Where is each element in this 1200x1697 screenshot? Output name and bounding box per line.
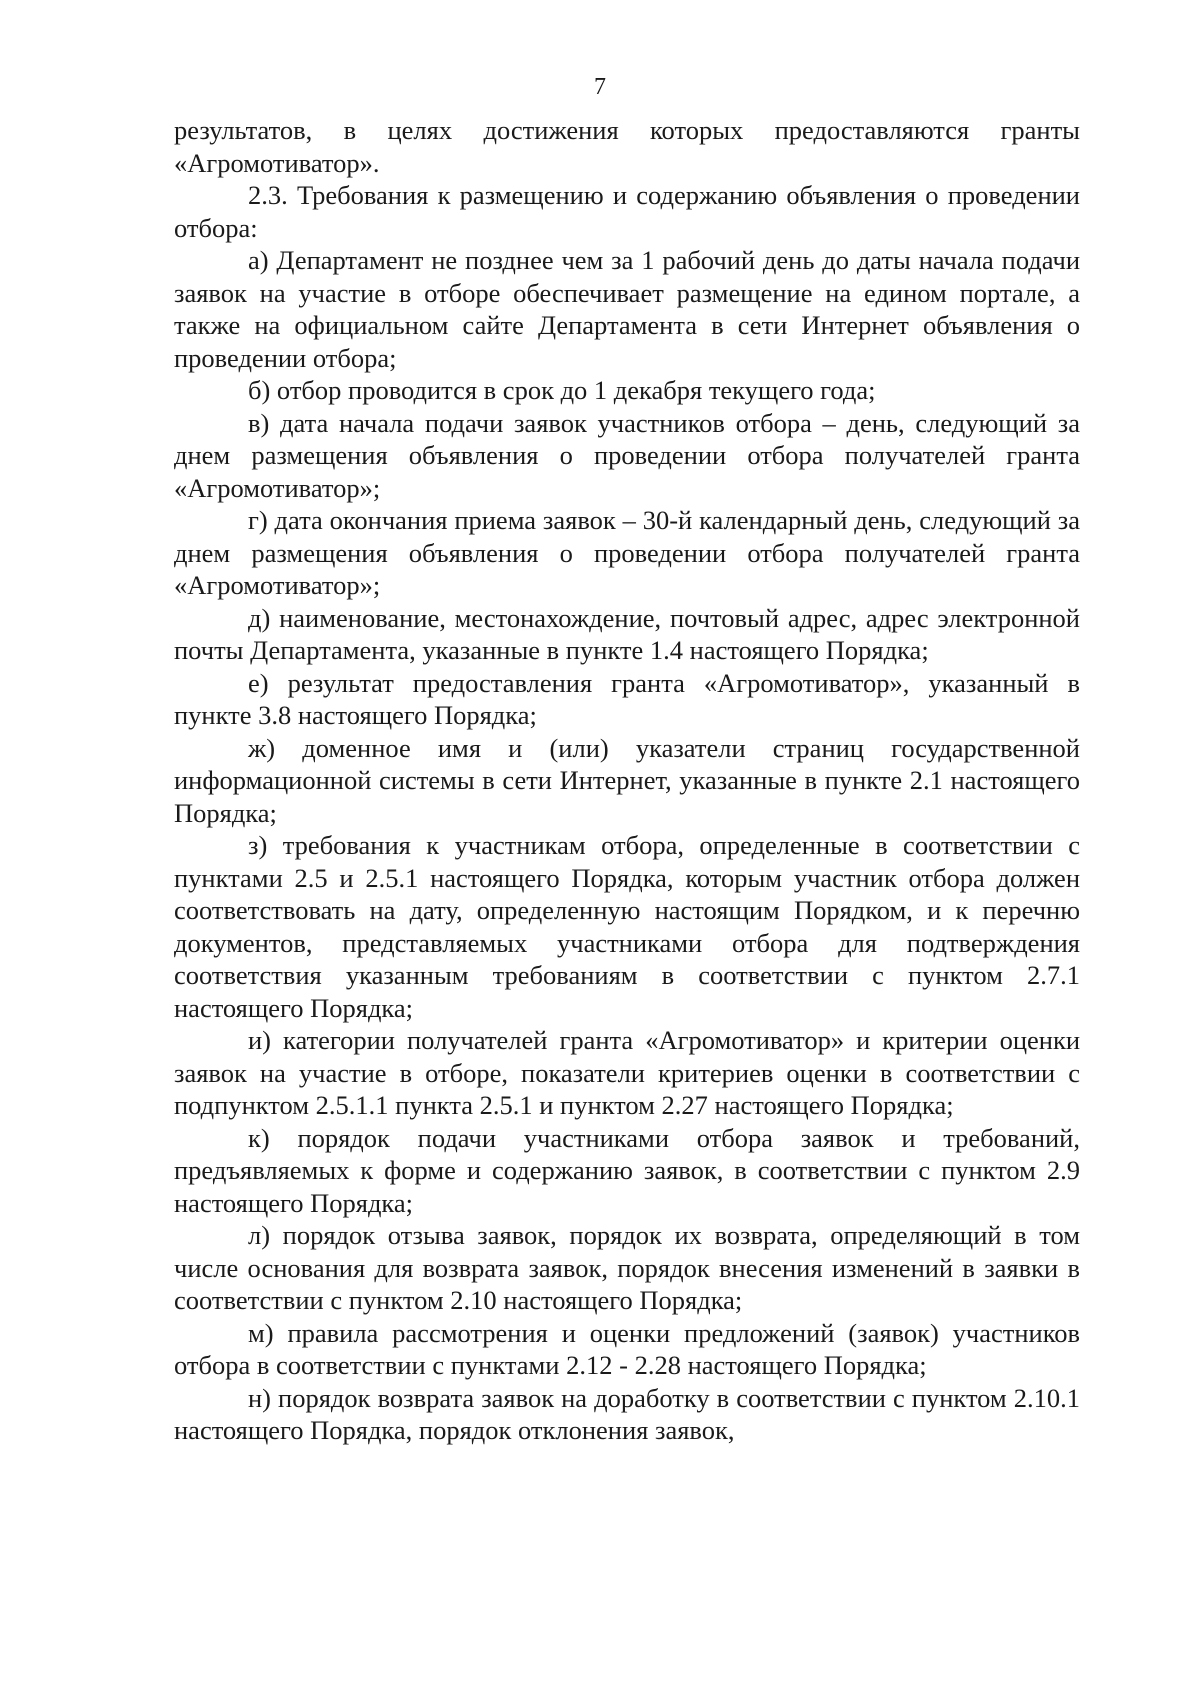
paragraph-item-n: н) порядок возврата заявок на доработку в соответствии с пунктом 2.10.1 настоящего Порядка, порядок отклонения заявок,: [174, 1382, 1080, 1445]
paragraph-continuation: результатов, в целях достижения которых предоставляются гранты «Агромотиватор».: [174, 115, 1080, 178]
paragraph-item-z: з) требования к участникам отбора, определенные в соответствии с пунктами 2.5 и 2.5.1 настоящего Порядка, которым участник отбора должен соответствовать на дату, определенную настоящим Порядком, и к перечню документов, представляемых участниками отбора для подтверждения соответствия указанным требованиям в соответствии с пунктом 2.7.1 настоящего Порядка;: [174, 830, 1080, 1023]
paragraph-section-2-3: 2.3. Требования к размещению и содержанию объявления о проведении отбора:: [174, 180, 1080, 243]
page-number: 7: [594, 74, 606, 100]
paragraph-item-m: м) правила рассмотрения и оценки предложений (заявок) участников отбора в соответствии с пунктами 2.12 - 2.28 настоящего Порядка;: [174, 1317, 1080, 1380]
paragraph-item-zh: ж) доменное имя и (или) указатели страниц государственной информационной системы в сети Интернет, указанные в пункте 2.1 настоящего Порядка;: [174, 732, 1080, 828]
paragraph-item-b: б) отбор проводится в срок до 1 декабря текущего года;: [248, 375, 876, 405]
paragraph-item-v: в) дата начала подачи заявок участников отбора – день, следующий за днем размещения объявления о проведении отбора получателей гранта «Агромотиватор»;: [174, 407, 1080, 503]
paragraph-item-k: к) порядок подачи участниками отбора заявок и требований, предъявляемых к форме и содержанию заявок, в соответствии с пунктом 2.9 настоящего Порядка;: [174, 1122, 1080, 1218]
paragraph-item-d: д) наименование, местонахождение, почтовый адрес, адрес электронной почты Департамента, указанные в пункте 1.4 настоящего Порядка;: [174, 602, 1080, 665]
paragraph-item-l: л) порядок отзыва заявок, порядок их возврата, определяющий в том числе основания для возврата заявок, порядок внесения изменений в заявки в соответствии с пунктом 2.10 настоящего Порядка;: [174, 1220, 1080, 1315]
paragraph-item-a: а) Департамент не позднее чем за 1 рабочий день до даты начала подачи заявок на участие в отборе обеспечивает размещение на едином портале, а также на официальном сайте Департамента в сети Интернет объявления о проведении отбора;: [174, 245, 1080, 373]
document-body: [174, 114, 1080, 1447]
paragraph-item-g: г) дата окончания приема заявок – 30-й календарный день, следующий за днем размещения объявления о проведении отбора получателей гранта «Агромотиватор»;: [174, 505, 1080, 600]
paragraph-item-i: и) категории получателей гранта «Агромотиватор» и критерии оценки заявок на участие в отборе, показатели критериев оценки в соответствии с подпунктом 2.5.1.1 пункта 2.5.1 и пунктом 2.27 настоящего Порядка;: [174, 1025, 1080, 1120]
paragraph-item-e: е) результат предоставления гранта «Агромотиватор», указанный в пункте 3.8 настоящего Порядка;: [174, 667, 1080, 730]
